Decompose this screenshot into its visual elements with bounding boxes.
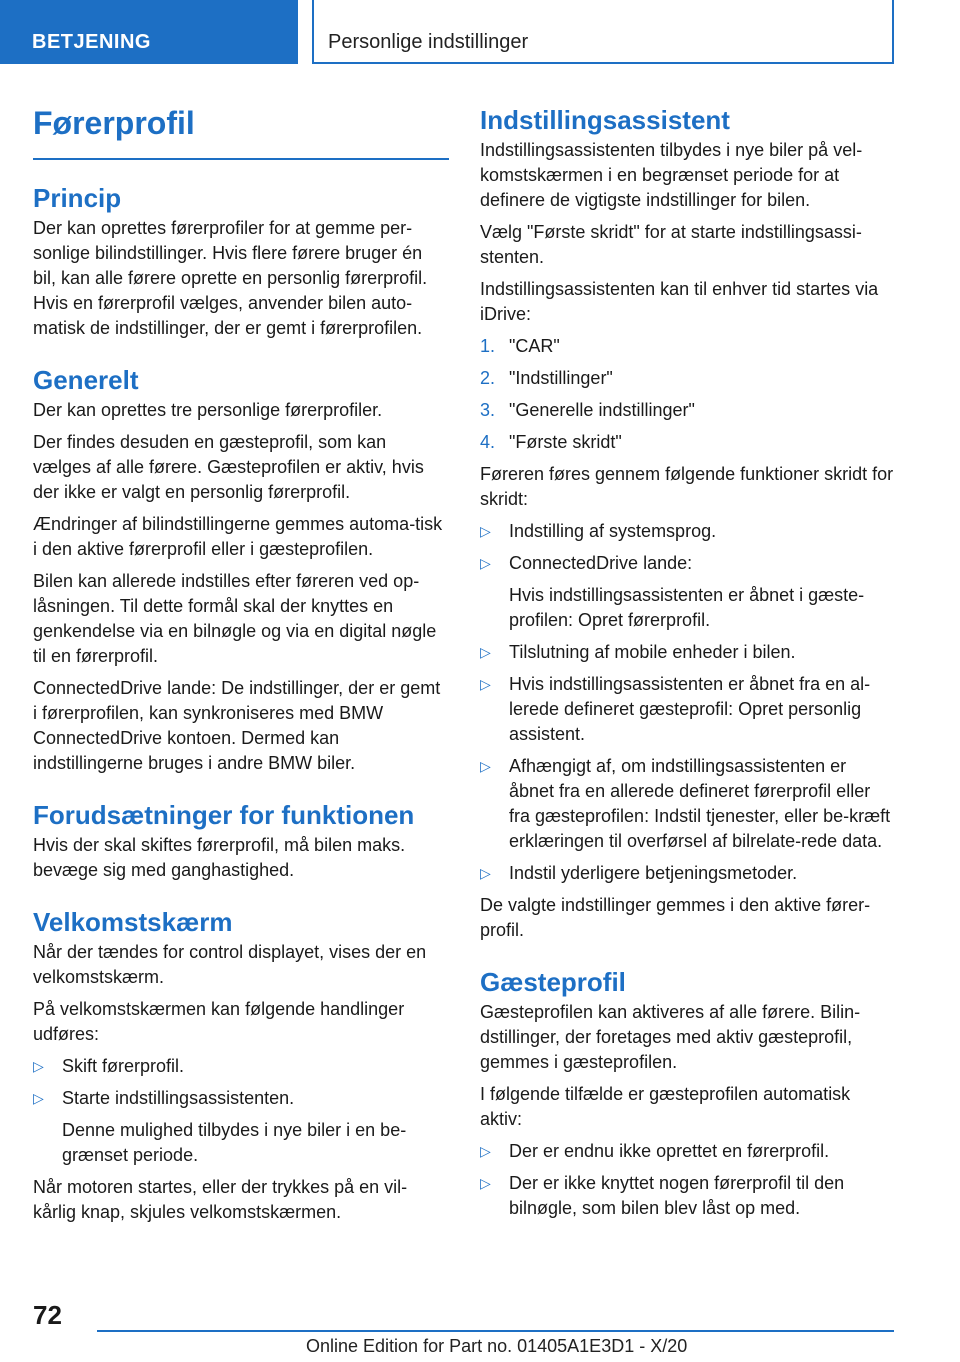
- triangle-bullet-icon: ▷: [480, 865, 491, 881]
- gaest-list: [480, 1139, 894, 1221]
- edition-note[interactable]: Online Edition for Part no. 01405A1E3D1 - X/20: [306, 1336, 688, 1356]
- triangle-bullet-icon: ▷: [480, 1143, 491, 1159]
- assistent-p4: Føreren føres gennem følgende funktioner skridt for skridt:: [480, 464, 894, 509]
- triangle-bullet-icon: ▷: [33, 1090, 44, 1106]
- assistent-p2: Vælg "Første skridt" for at starte indstillingsassi-stenten.: [480, 222, 862, 267]
- section-tab: BETJENING: [0, 0, 298, 64]
- forudsaetninger-text: Hvis der skal skiftes førerprofil, må bilen maks. bevæge sig med ganghastighed.: [33, 835, 406, 880]
- triangle-bullet-icon: ▷: [480, 555, 491, 571]
- title-divider: [33, 158, 449, 160]
- list-item: ▷ Skift førerprofil.: [33, 1054, 449, 1079]
- assistent-p1: Indstillingsassistenten tilbydes i nye biler på vel-komstskærmen i en begrænset periode for at definere de vigtigste indstillinger for bilen.: [480, 140, 863, 210]
- heading-generelt: Generelt: [33, 365, 139, 395]
- list-item: ▷ Indstil yderligere betjeningsmetoder.: [480, 861, 894, 886]
- heading-assistent: Indstillingsassistent: [480, 105, 730, 135]
- generelt-p2: Der findes desuden en gæsteprofil, som kan vælges af alle førere. Gæsteprofilen er aktiv, hvis der ikke er valgt en personlig førerprofil.: [33, 432, 424, 502]
- list-item: ▷ ConnectedDrive lande: Hvis indstillingsassistenten er åbnet i gæste-profilen: Opret førerprofil.: [480, 551, 894, 633]
- list-item: ▷ Afhængigt af, om indstillingsassistenten er åbnet fra en allerede defineret førerprofil eller fra gæsteprofilen: Indstil tjenester, eller be-kræft erklæringen til overførsel af bilrelate-rede data.: [480, 756, 891, 851]
- triangle-bullet-icon: ▷: [480, 758, 491, 774]
- list-item-note: Denne mulighed tilbydes i nye biler i en be-grænset periode.: [62, 1120, 407, 1165]
- heading-gaesteprofil: Gæsteprofil: [480, 967, 626, 997]
- assistent-list: [480, 519, 894, 886]
- triangle-bullet-icon: ▷: [480, 644, 491, 660]
- page-number: 72: [33, 1300, 62, 1330]
- generelt-p4: Bilen kan allerede indstilles efter føreren ved op-låsningen. Til dette formål skal der knyttes en genkendelse via en bilnøgle og via en digital nøgle til en førerprofil.: [33, 571, 437, 666]
- list-item: ▷ Starte indstillingsassistenten. Denne mulighed tilbydes i nye biler i en be-grænset periode.: [33, 1086, 449, 1168]
- step-item: 4. "Første skridt": [480, 432, 622, 452]
- left-column: [33, 100, 449, 1232]
- velkomst-p1: Når der tændes for control displayet, vises der en velkomstskærm.: [33, 942, 427, 987]
- list-item-note: Hvis indstillingsassistenten er åbnet i gæste-profilen: Opret førerprofil.: [509, 585, 865, 630]
- triangle-bullet-icon: ▷: [480, 676, 491, 692]
- velkomst-p3: Når motoren startes, eller der trykkes på en vil-kårlig knap, skjules velkomstskærmen.: [33, 1177, 408, 1222]
- velkomst-list: [33, 1054, 449, 1168]
- triangle-bullet-icon: ▷: [480, 523, 491, 539]
- assistent-p3: Indstillingsassistenten kan til enhver tid startes via iDrive:: [480, 279, 879, 324]
- triangle-bullet-icon: ▷: [480, 1175, 491, 1191]
- idrive-steps: [480, 334, 894, 455]
- gaest-p1: Gæsteprofilen kan aktiveres af alle førere. Bilin-dstillinger, der foretages med aktiv gæsteprofil, gemmes i gæsteprofilen.: [480, 1002, 861, 1072]
- page-title: Førerprofil: [33, 105, 195, 141]
- list-item: ▷ Hvis indstillingsassistenten er åbnet fra en al-lerede defineret gæsteprofil: Opret personlig assistent.: [480, 674, 871, 744]
- list-item: ▷ Der er endnu ikke oprettet en førerprofil.: [480, 1139, 894, 1164]
- step-item: 2. "Indstillinger": [480, 368, 613, 388]
- footer-divider: [97, 1330, 894, 1332]
- heading-forudsaetninger: Forudsætninger for funktionen: [33, 800, 415, 830]
- topic-header: Personlige indstillinger: [312, 0, 894, 64]
- step-item: 3. "Generelle indstillinger": [480, 400, 695, 420]
- assistent-p5: De valgte indstillinger gemmes i den aktive fører-profil.: [480, 895, 871, 940]
- step-item: 1. "CAR": [480, 336, 560, 356]
- gaest-p2: I følgende tilfælde er gæsteprofilen automatisk aktiv:: [480, 1084, 851, 1129]
- list-item: ▷ Indstilling af systemsprog.: [480, 519, 894, 544]
- heading-velkomst: Velkomstskærm: [33, 907, 233, 937]
- triangle-bullet-icon: ▷: [33, 1058, 44, 1074]
- generelt-p1: Der kan oprettes tre personlige førerprofiler.: [33, 400, 383, 420]
- generelt-p5: ConnectedDrive lande: De indstillinger, der er gemt i førerprofilen, kan synkroniseres med BMW ConnectedDrive kontoen. Dermed kan indstillingerne bruges i andre BMW biler.: [33, 678, 441, 773]
- list-item: ▷ Der er ikke knyttet nogen førerprofil til den bilnøgle, som bilen blev låst op med.: [480, 1173, 845, 1218]
- velkomst-p2: På velkomstskærmen kan følgende handlinger udføres:: [33, 999, 405, 1044]
- list-item: ▷ Tilslutning af mobile enheder i bilen.: [480, 640, 894, 665]
- right-column: [480, 102, 894, 1228]
- generelt-p3: Ændringer af bilindstillingerne gemmes automa-tisk i den aktive førerprofil eller i gæsteprofilen.: [33, 514, 443, 559]
- heading-princip: Princip: [33, 183, 122, 213]
- princip-text: Der kan oprettes førerprofiler for at gemme per-sonlige bilindstillinger. Hvis flere førere bruger én bil, kan alle førere oprette en personlig førerprofil. Hvis en førerprofil vælges, anvender bilen auto-matisk de indstillinger, der er gemt i førerprofilen.: [33, 218, 428, 338]
